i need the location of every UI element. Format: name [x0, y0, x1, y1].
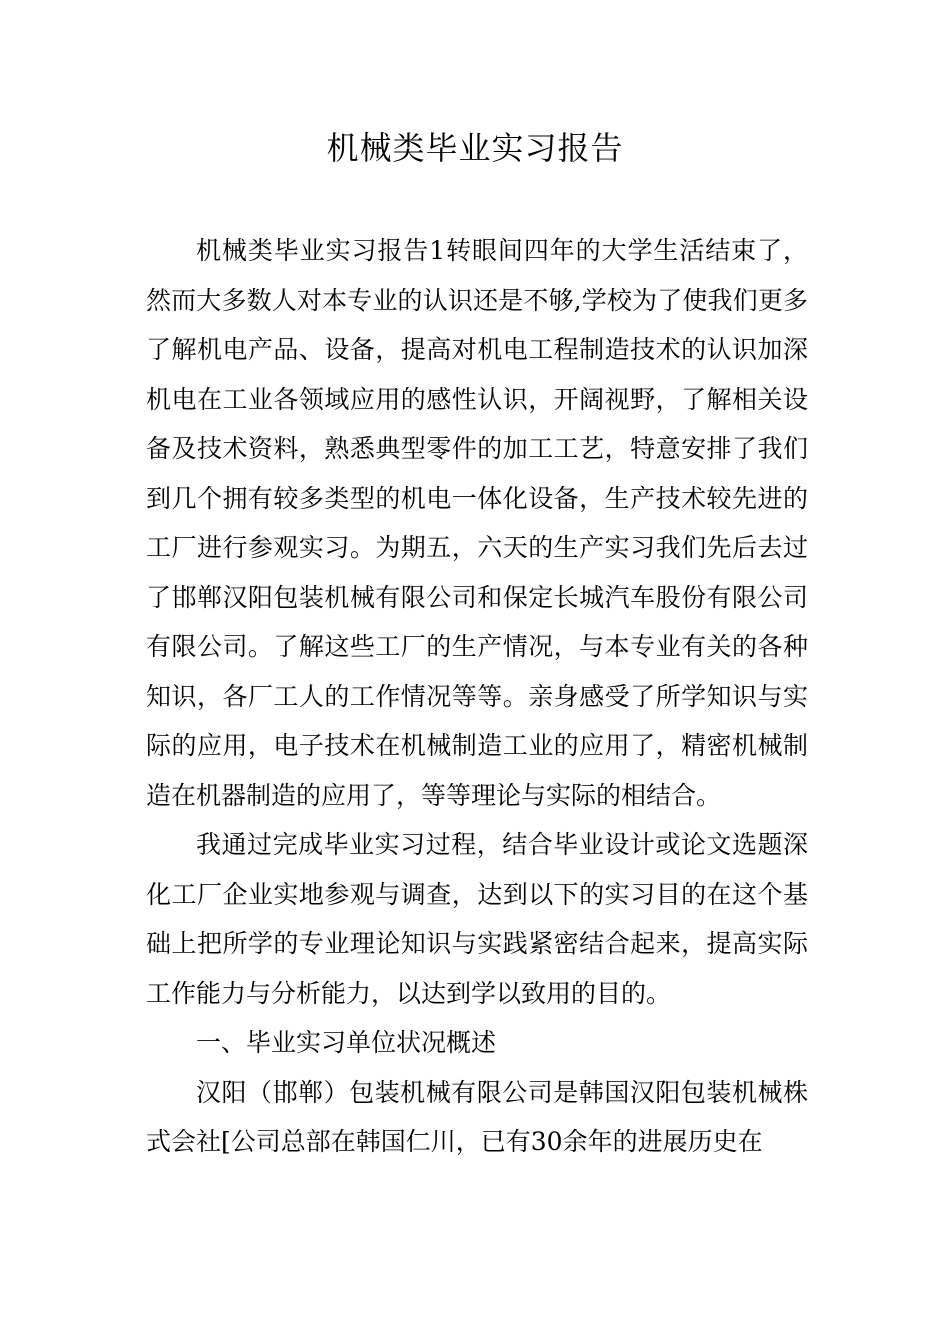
paragraph-company: 汉阳（邯郸）包装机械有限公司是韩国汉阳包装机械株式会社[公司总部在韩国仁川，已有30余年的进展历史在	[146, 1077, 808, 1156]
paragraph-purpose: 我通过完成毕业实习过程，结合毕业设计或论文选题深化工厂企业实地参观与调查，达到以下的实习目的在这个基础上把所学的专业理论知识与实践紧密结合起来，提高实际工作能力与分析能力，以达到学以致用的目的。	[146, 830, 808, 1008]
section-heading: 一、毕业实习单位状况概述	[196, 1028, 497, 1057]
document-title: 机械类毕业实习报告	[326, 129, 624, 167]
document-body	[146, 226, 808, 1167]
paragraph-intro: 机械类毕业实习报告1转眼间四年的大学生活结束了，然而大多数人对本专业的认识还是不够,学校为了使我们更多了解机电产品、设备，提高对机电工程制造技术的认识加深机电在工业各领域应用的感性认识，开阔视野，了解相关设备及技术资料，熟悉典型零件的加工工艺，特意安排了我们到几个拥有较多类型的机电一体化设备，生产技术较先进的工厂进行参观实习。为期五，六天的生产实习我们先后去过了邯郸汉阳包装机械有限公司和保定长城汽车股份有限公司有限公司。了解这些工厂的生产情况，与本专业有关的各种知识，各厂工人的工作情况等等。亲身感受了所学知识与实际的应用，电子技术在机械制造工业的应用了，精密机械制造在机器制造的应用了，等等理论与实际的相结合。	[146, 236, 808, 810]
